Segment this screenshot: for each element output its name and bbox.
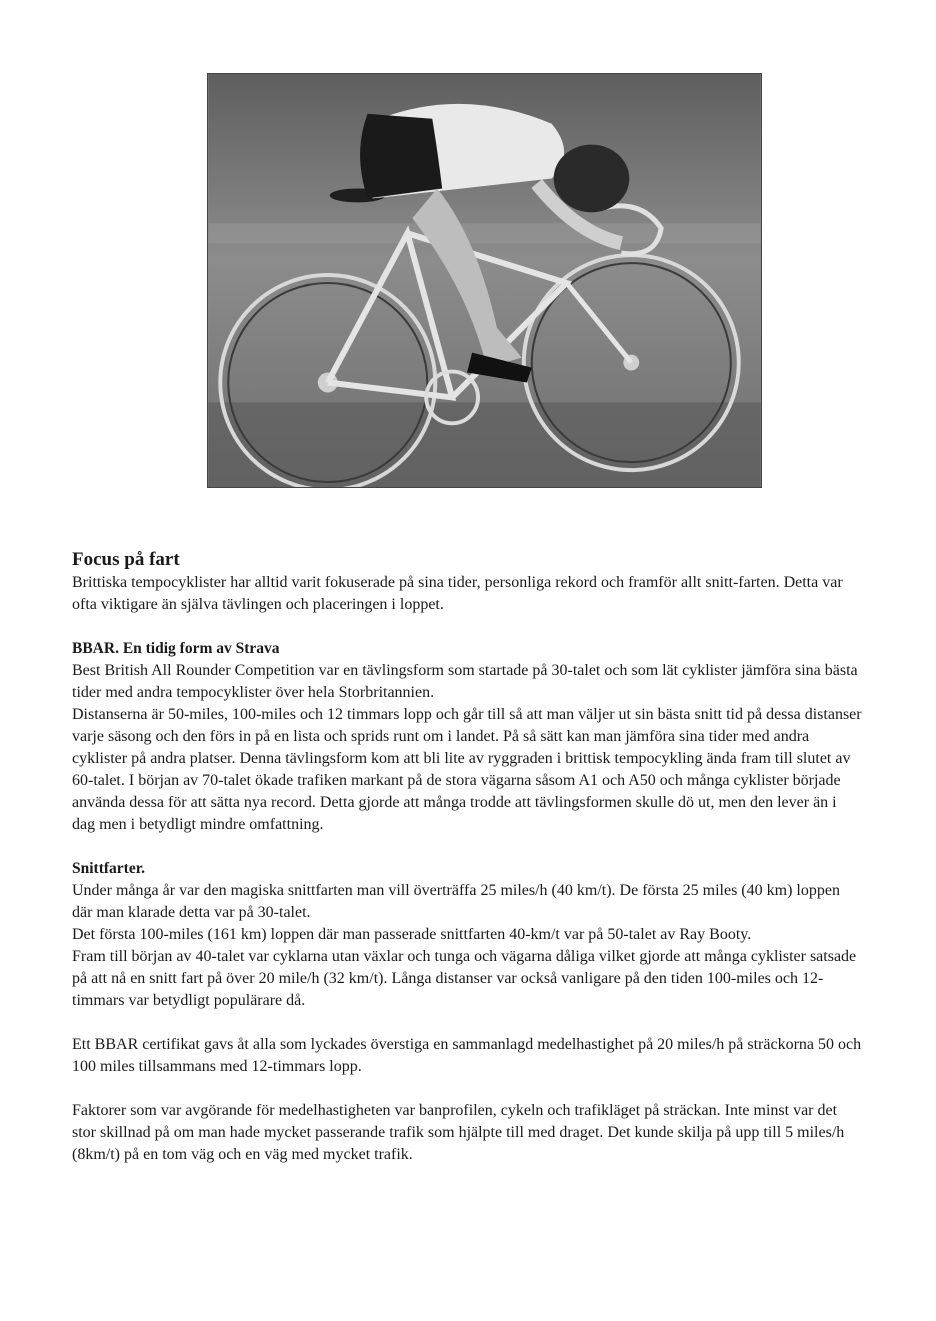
section-focus <box>72 548 862 616</box>
section-paragraph: Under många år var den magiska snittfarten man vill överträffa 25 miles/h (40 km/t). De första 25 miles (40 km) loppen där man klarade detta var på 30-talet. <box>72 882 840 921</box>
section-factors <box>72 1100 862 1166</box>
section-paragraph: Ett BBAR certifikat gavs åt alla som lyckades överstiga en sammanlagd medelhastighet på 20 miles/h på sträckorna 50 och 100 miles tillsammans med 12-timmars lopp. <box>72 1036 862 1075</box>
section-paragraph: Brittiska tempocyklister har alltid varit fokuserade på sina tider, personliga rekord och framför allt snitt-farten. Detta var ofta viktigare än själva tävlingen och placeringen i loppet. <box>72 574 843 613</box>
section-bbar <box>72 638 862 836</box>
section-snittfarter <box>72 858 862 1012</box>
section-certificate <box>72 1034 862 1078</box>
cyclist-photo <box>207 73 762 488</box>
section-paragraph: Det första 100-miles (161 km) loppen där man passerade snittfarten 40-km/t var på 50-talet av Ray Booty. <box>72 926 752 943</box>
section-paragraph: Distanserna är 50-miles, 100-miles och 12 timmars lopp och går till så att man väljer ut sin bästa snitt tid på dessa distanser varje säsong och den förs in på en lista och sprids runt om i landet. På så sätt kan man jämföra sina tider med andra cyklister på andra platser. Denna tävlingsform kom att bli lite av ryggraden i brittisk tempocykling ända fram till slutet av 60-talet. I början av 70-talet ökade trafiken markant på de stora vägarna såsom A1 och A50 och många cyklister började använda dessa för att sätta nya record. Detta gjorde att många trodde att tävlingsformen skulle dö ut, men den lever än i dag men i betydligt mindre omfattning. <box>72 706 862 833</box>
article-body <box>72 548 862 1188</box>
section-paragraph: Best British All Rounder Competition var en tävlingsform som startade på 30-talet och som lät cyklister jämföra sina bästa tider med andra tempocyklister över hela Storbritannien. <box>72 662 858 701</box>
section-heading: BBAR. En tidig form av Strava <box>72 640 280 657</box>
section-paragraph: Faktorer som var avgörande för medelhastigheten var banprofilen, cykeln och trafikläget på sträckan. Inte minst var det stor skillnad på om man hade mycket passerande trafik som hjälpte till med draget. Det kunde skilja på upp till 5 miles/h (8km/t) på en tom väg och en väg med mycket trafik. <box>72 1102 845 1163</box>
section-paragraph: Fram till början av 40-talet var cyklarna utan växlar och tunga och vägarna dåliga vilket gjorde att många cyklister satsade på att nå en snitt fart på över 20 mile/h (32 km/t). Långa distanser var också vanligare på den tiden 100-miles och 12-timmars var betydligt populärare då. <box>72 948 857 1009</box>
section-heading: Snittfarter. <box>72 860 146 877</box>
cyclist-illustration <box>208 74 761 487</box>
section-heading: Focus på fart <box>72 549 180 570</box>
